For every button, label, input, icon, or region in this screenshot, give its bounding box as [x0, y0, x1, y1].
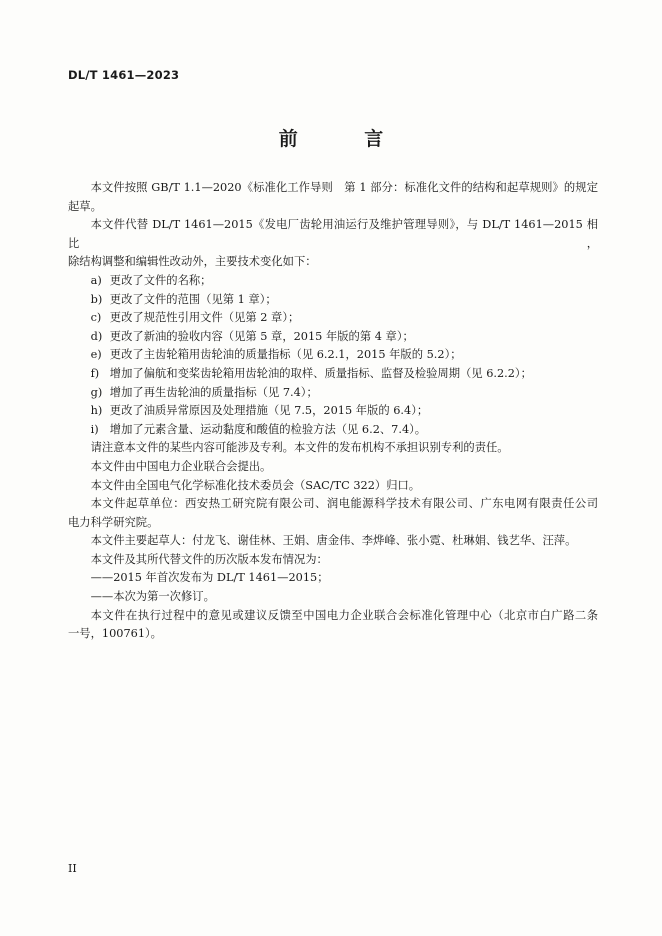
paragraph-drafters: 本文件主要起草人：付龙飞、谢佳林、王娟、唐金伟、李烨峰、张小霓、杜琳娟、钱艺华、汪萍。 [90, 534, 577, 548]
paragraph-proposer: 本文件由中国电力企业联合会提出。 [90, 459, 272, 473]
page-number: II [68, 862, 77, 875]
paragraph-committee: 本文件由全国电气化学标准化技术委员会（SAC/TC 322）归口。 [90, 478, 421, 492]
foreword-body [68, 179, 598, 644]
list-item: h) 更改了油质异常原因及处理措施（见 7.5，2015 年版的 6.4）； [90, 404, 429, 418]
list-item: g) 增加了再生齿轮油的质量指标（见 7.4）； [90, 385, 318, 399]
paragraph-units-line2: 电力科学研究院。 [68, 515, 159, 529]
changes-list [68, 272, 598, 439]
list-item: f) 增加了偏航和变桨齿轮箱用齿轮油的取样、质量指标、监督及检验周期（见 6.2.2）； [90, 366, 532, 380]
paragraph-basis-line1: 本文件按照 GB/T 1.1—2020《标准化工作导则 第 1 部分：标准化文件的结构和起草规则》的规定 [90, 181, 598, 194]
paragraph-basis-line2: 起草。 [68, 199, 102, 213]
list-item: d) 更改了新油的验收内容（见第 5 章，2015 年版的第 4 章）； [90, 329, 414, 343]
standard-code: DL/T 1461—2023 [68, 68, 180, 82]
paragraph-feedback-line2: 一号，100761）。 [68, 627, 162, 641]
list-item: e) 更改了主齿轮箱用齿轮油的质量指标（见 6.2.1，2015 年版的 5.2）； [90, 348, 462, 362]
history-item-1: ——2015 年首次发布为 DL/T 1461—2015； [90, 571, 329, 585]
paragraph-replaces-line1: 本文件代替 DL/T 1461—2015《发电厂齿轮用油运行及维护管理导则》，与 DL/T 1461—2015 相比， [68, 218, 598, 250]
list-item: c) 更改了规范性引用文件（见第 2 章）； [90, 311, 300, 325]
paragraph-units-line1: 本文件起草单位：西安热工研究院有限公司、润电能源科学技术有限公司、广东电网有限责任公司 [90, 497, 598, 511]
page-title: 前 言 [278, 128, 414, 150]
paragraph-replaces-line2: 除结构调整和编辑性改动外，主要技术变化如下： [68, 255, 317, 269]
paragraph-history-intro: 本文件及其所代替文件的历次版本发布情况为： [90, 552, 328, 566]
list-item: b) 更改了文件的范围（见第 1 章）； [90, 292, 277, 306]
list-item: i) 增加了元素含量、运动黏度和酸值的检验方法（见 6.2、7.4）。 [90, 422, 427, 436]
list-item: a) 更改了文件的名称； [90, 273, 212, 287]
history-item-2: ——本次为第一次修订。 [90, 590, 215, 604]
paragraph-patent: 请注意本文件的某些内容可能涉及专利。本文件的发布机构不承担识别专利的责任。 [90, 441, 509, 455]
paragraph-feedback-line1: 本文件在执行过程中的意见或建议反馈至中国电力企业联合会标准化管理中心（北京市白广路二条 [90, 608, 598, 622]
